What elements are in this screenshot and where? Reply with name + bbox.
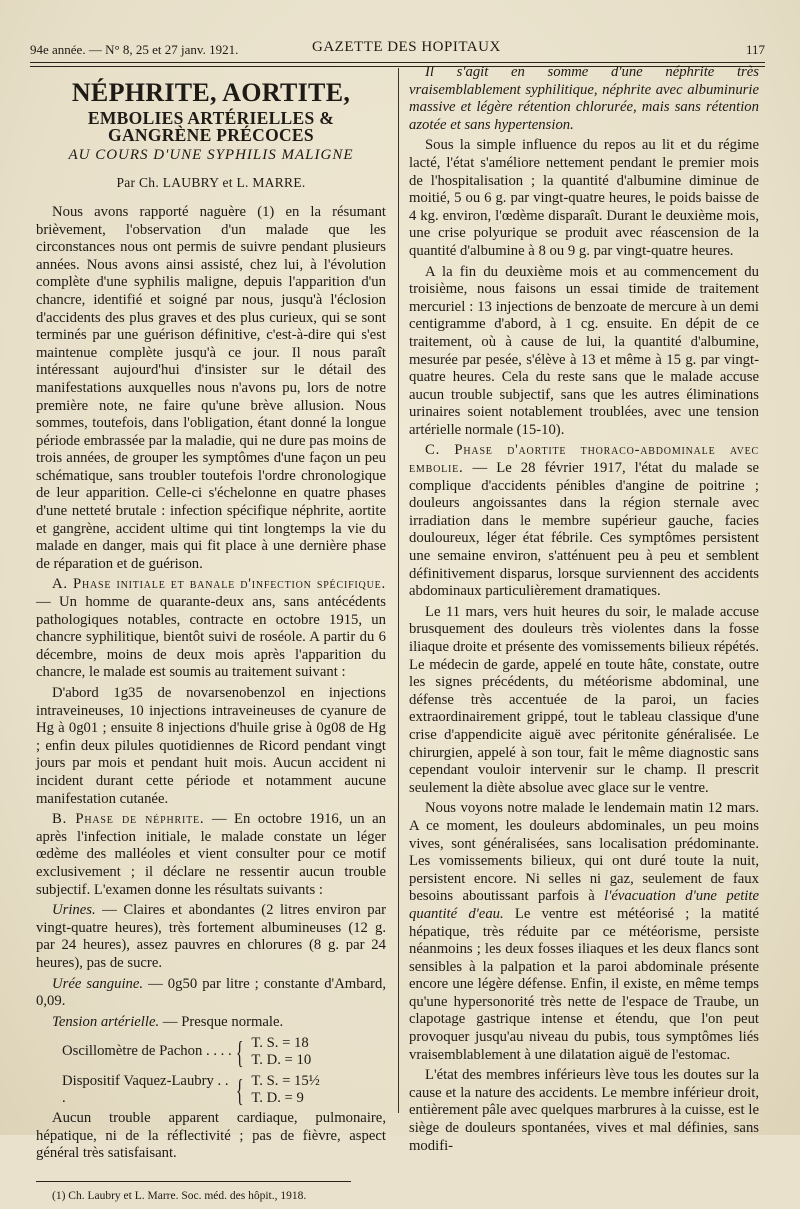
- tension-row-vaquez: [62, 1072, 386, 1108]
- article-subtitle: EMBOLIES ARTÉRIELLES & GANGRÈNE PRÉCOCES: [87, 107, 335, 146]
- phase-c-paragraph: [409, 442, 759, 600]
- tension-paragraph: [36, 1014, 386, 1032]
- uree-text: — 0g50 par litre ; constante d'Ambard, 0,09.: [36, 975, 386, 1010]
- mercury-paragraph: A la fin du deuxième mois et au commencement du troisième, nous faisons un essai timide de traitement mercuriel : 13 injections de benzoate de mercure à un demi centigramme d'abord, à 1 cg. ensuite. En dépit de ce traitement, où à cause de lui, la quantité d'albumine, mesurée par pesée, s'élève à 13 et même à 15 g. par vingt-quatre heures. Cela du reste sans que le malade accuse aucun trouble subjectif, sans que les autres éliminations urinaires soient notablement troublées, avec une tension artérielle normale (15-10).: [409, 263, 759, 438]
- tension-ts: T. S. = 18: [251, 1035, 309, 1052]
- tension-device: Oscillomètre de Pachon . . . .: [62, 1043, 232, 1060]
- article-byline: Par Ch. LAUBRY et L. MARRE.: [116, 175, 306, 191]
- summary-paragraph: Il s'agit en somme d'une néphrite très vraisemblablement syphilitique, néphrite avec albuminurie massive et légère rétention chlorurée, mais sans rétention azotée et sans hypertension.: [409, 64, 759, 133]
- brace-icon: {: [235, 1034, 244, 1071]
- march-12-text-b: Le ventre est météorisé ; la matité hépatique, très réduite par ce météorisme, persiste néanmoins ; les deux fosses iliaques et les deux flancs sont sensibles à la palpation et la paroi abdominale présente encore une légère défense. Enfin, il existe, en même temps qu'une hypersonorité très nette de l'espace de Traube, un clapotage gastrique intense et étendu, que l'on peut provoquer jusqu'au niveau du pubis, tous symptômes liés vraisemblablement à une dilatation aiguë de l'estomac.: [409, 905, 760, 1063]
- march-11-paragraph: Le 11 mars, vers huit heures du soir, le malade accuse brusquement des douleurs très violentes dans la fosse iliaque droite et présente des vomissements bilieux répétés. Le médecin de garde, appelé en toute hâte, constate, outre les signes précédents, du météorisme abdominal, une défense très accentuée de la paroi, un facies extraordinairement grippé, tout le tableau classique d'une crise d'appendicite aiguë avec péritonite généralisée. Le chirurgien, appelé à son tour, fait le même diagnostic sans cependant vouloir intervenir sur le champ. Il prescrit seulement la diète absolue avec glace sur le ventre.: [409, 603, 759, 796]
- phase-b-paragraph: [36, 811, 386, 899]
- left-column: [36, 76, 386, 1209]
- issue-info: 94e année. — N° 8, 25 et 27 janv. 1921.: [30, 42, 239, 57]
- phase-a-treatment: D'abord 1g35 de novarsenobenzol en injections intraveineuses, 10 injections intraveineuses de cyanure de Hg à 0g01 ; ensuite 8 injections d'huile grise à 0g08 de Hg ; enfin deux pilules quotidiennes de Ricord pendant vingt jours par mois et pendant huit mois. Aucun accident ni incident durant cette période et notamment aucune manifestation cutanée.: [36, 685, 386, 807]
- article-title: NÉPHRITE, AORTITE,: [71, 78, 351, 107]
- column-divider: [398, 68, 399, 1113]
- phase-b-text: — En octobre 1916, un an après l'infection initiale, le malade constate un léger œdème des malléoles et vient consulter pour ce motif exclusivement ; il déclare ne ressentir aucun trouble subjectif. L'examen donne les résultats suivants :: [36, 811, 386, 898]
- march-12-paragraph: [409, 800, 759, 1064]
- footnote: (1) Ch. Laubry et L. Marre. Soc. méd. des hôpit., 1918.: [52, 1190, 307, 1203]
- uree-paragraph: [36, 976, 386, 1011]
- phase-c-text: — Le 28 février 1917, l'état du malade se complique d'accidents pénibles d'angine de poitrine ; douleurs angoissantes dans la région sternale avec irradiation dans le membre supérieur gauche, facies douloureux, léger état fébrile. Ces symptômes persistent une semaine environ, s'atténuent peu à peu et semblent définitivement disparus, lorsque surviennent des accidents abdominaux particulièrement dramatiques.: [409, 460, 759, 600]
- phase-a-heading: A. Phase initiale et banale d'infection spécifique.: [52, 576, 386, 593]
- tension-td: T. D. = 10: [251, 1052, 312, 1069]
- phase-b-heading: B. Phase de néphrite.: [52, 811, 205, 828]
- intro-paragraph: Nous avons rapporté naguère (1) en la résumant brièvement, l'observation d'un malade que les circonstances nous ont permis de suivre pendant plusieurs années. Nous avons ainsi assisté, chez lui, à l'évolution complète d'une syphilis maligne, depuis l'apparition d'un chancre, identifié et soigné par nous, jusqu'à l'éclosion d'accidents des plus graves et des plus curieux, qui se sont terminés par une guérison définitive, c'est-à-dire qui s'est maintenue complète jusqu'à ce jour. Il nous paraît intéressant aujourd'hui d'insister sur le détail des manifestations auxquelles nous n'avons pu, lors de notre première note, ne faire qu'une brève allusion. Nous sommes, toutefois, dans l'obligation, étant donné la longue période embrassée par la maladie, qui ne dure pas moins de trois années, de grouper les symptômes d'une façon un peu schématique, sans troubler toutefois l'ordre chronologique de leur apparition. Celle-ci s'échelonne en quatre phases d'une netteté brutale : infection spécifique néphrite, aortite et gangrène, accident ultime qui tint longtemps la vie du malade en danger, mais qui fit place à une dernière phase de réparation et de guérison.: [36, 203, 386, 572]
- urines-paragraph: [36, 902, 386, 972]
- journal-title: GAZETTE DES HOPITAUX: [312, 39, 501, 55]
- phase-a-text: — Un homme de quarante-deux ans, sans antécédents pathologiques notables, contracte en octobre 1915, un chancre syphilitique, bientôt suivi de roséole. A partir du 6 décembre, moins de deux mois après l'apparition du chancre, le malade est soumis au traitement suivant :: [36, 594, 386, 681]
- march-12-text-a: Nous voyons notre malade le lendemain matin 12 mars. A ce moment, les douleurs abdominales, un peu moins vives, sont généralisées, sans localisation prédominante. Les vomissements bilieux, qui ont duré toute la nuit, persistent encore. Ni selles ni gaz, seulement de faux besoins aboutissant parfois à: [409, 800, 759, 905]
- brace-icon: {: [235, 1072, 244, 1109]
- treatment-paragraph: Sous la simple influence du repos au lit et du régime lacté, l'état s'améliore nettement pendant le premier mois de l'hospitalisation ; la quantité d'albumine diminue de moitié, 5 ou 6 g. par vingt-quatre heures, le poids baisse de 4 kg. environ, l'œdème disparaît. Durant le deuxième mois, une crise polyurique se produit avec réascension de la quantité d'albumine à 8 ou 9 g. par vingt-quatre heures.: [409, 137, 759, 259]
- footnote-rule: [36, 1181, 351, 1182]
- tension-values: [251, 1035, 311, 1069]
- page-header: [30, 38, 765, 58]
- page-number: 117: [745, 42, 765, 57]
- tension-values: [251, 1073, 319, 1107]
- urines-label: Urines.: [52, 902, 96, 919]
- phase-a-paragraph: [36, 576, 386, 682]
- phase-c-heading: C. Phase d'aortite thoraco-abdominale avec embolie.: [409, 442, 759, 477]
- uree-label: Urée sanguine.: [52, 975, 144, 992]
- tension-text: — Presque normale.: [159, 1013, 284, 1030]
- tension-row-pachon: [62, 1034, 386, 1070]
- tension-td: T. D. = 9: [251, 1090, 304, 1107]
- right-column: [409, 64, 759, 1158]
- tension-device: Dispositif Vaquez-Laubry . . .: [62, 1072, 229, 1107]
- urines-text: — Claires et abondantes (2 litres environ par vingt-quatre heures), très fortement albumineuses (12 g. par 24 heures), assez pauvres en chlorures (8 g. par 24 heures), pas de sucre.: [36, 902, 386, 971]
- tension-label: Tension artérielle.: [52, 1013, 160, 1030]
- article-subtitle-italic: AU COURS D'UNE SYPHILIS MALIGNE: [68, 146, 354, 163]
- lower-limbs-paragraph: L'état des membres inférieurs lève tous les doutes sur la cause et la nature des accidents. Le membre inférieur droit, entièrement pâle avec quelques marbrures à la cuisse, est le siège de douleurs spontanées, vives et mal définies, sans modifi-: [409, 1067, 759, 1154]
- after-tension-paragraph: Aucun trouble apparent cardiaque, pulmonaire, hépatique, ni de la réflectivité ; pas de fièvre, aspect général très satisfaisant.: [36, 1110, 386, 1162]
- tension-ts: T. S. = 15½: [251, 1073, 320, 1090]
- march-12-italic: l'évacuation d'une petite quantité d'eau.: [409, 888, 759, 922]
